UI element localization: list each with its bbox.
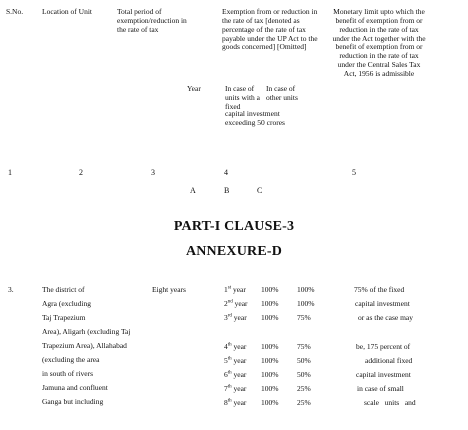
year-word: year <box>231 285 246 294</box>
location-line: The district of <box>42 285 85 294</box>
rate-b: 100% <box>261 356 279 365</box>
year-ordinal-suffix: th <box>227 384 232 390</box>
rate-b: 100% <box>261 299 279 308</box>
rate-c: 50% <box>297 370 311 379</box>
rate-c: 75% <box>297 342 311 351</box>
year-label <box>224 385 246 394</box>
header-sub-b: In case of other units <box>266 84 298 102</box>
year-number: 8 <box>224 398 228 407</box>
year-word: year <box>231 313 247 322</box>
year-ordinal-suffix: nd <box>227 299 233 305</box>
year-label <box>224 314 247 323</box>
rate-b: 100% <box>261 398 279 407</box>
year-ordinal-suffix: th <box>227 342 232 348</box>
year-word: year <box>232 299 248 308</box>
location-line: Agra (excluding <box>42 299 91 308</box>
year-label <box>224 343 246 352</box>
rate-b: 100% <box>261 342 279 351</box>
sub-column-c: C <box>257 186 263 195</box>
location-line: (excluding the area <box>42 355 100 364</box>
rate-b: 100% <box>261 370 279 379</box>
sub-column-a: A <box>190 186 196 195</box>
header-location: Location of Unit <box>42 7 92 16</box>
year-number: 4 <box>224 342 228 351</box>
year-label <box>224 399 246 408</box>
column-number-2: 2 <box>79 168 83 177</box>
column-number-4: 4 <box>224 168 228 177</box>
location-line: Jamuna and confluent <box>42 383 108 392</box>
monetary-line: capital investment <box>355 299 410 308</box>
rate-b: 100% <box>261 285 279 294</box>
monetary-line: 75% of the fixed <box>354 285 405 294</box>
monetary-line: or as the case may <box>358 313 413 322</box>
entry-sno: 3. <box>8 285 14 294</box>
column-number-5: 5 <box>352 168 356 177</box>
header-exemption: Exemption from or reduction in the rate of tax [denoted as percentage of the rate of tax payable under the UP Act to the goods concerned] [Omitted] <box>222 7 318 52</box>
header-sub-a-continued: capital investment exceeding 50 crores <box>225 109 285 127</box>
year-label <box>224 300 248 309</box>
year-number: 5 <box>224 356 228 365</box>
column-number-1: 1 <box>8 168 12 177</box>
rate-b: 100% <box>261 313 279 322</box>
rate-c: 25% <box>297 384 311 393</box>
monetary-line: additional fixed <box>365 356 413 365</box>
year-number: 6 <box>224 370 228 379</box>
year-word: year <box>231 342 247 351</box>
year-word: year <box>231 370 247 379</box>
year-label <box>224 286 246 295</box>
location-line: in south of rivers <box>42 369 94 378</box>
rate-c: 75% <box>297 313 311 322</box>
rate-c: 100% <box>297 285 315 294</box>
location-line: Area), Aligarh (excluding Taj <box>42 327 131 336</box>
sub-column-b: B <box>224 186 230 195</box>
rate-b: 100% <box>261 384 279 393</box>
year-ordinal-suffix: th <box>227 370 232 376</box>
year-label <box>224 371 246 380</box>
year-word: year <box>231 398 247 407</box>
rate-c: 50% <box>297 356 311 365</box>
year-ordinal-suffix: st <box>227 285 232 291</box>
year-label <box>224 357 246 366</box>
monetary-line: be, 175 percent of <box>356 342 411 351</box>
year-number: 2 <box>224 299 228 308</box>
annexure-title: ANNEXURE-D <box>185 244 283 259</box>
year-word: year <box>231 384 247 393</box>
year-ordinal-suffix: rd <box>227 313 232 319</box>
column-number-3: 3 <box>151 168 155 177</box>
location-line: Ganga but including <box>42 397 104 406</box>
monetary-line: scale units and <box>364 398 416 407</box>
year-number: 7 <box>224 384 228 393</box>
year-number: 1 <box>224 285 228 294</box>
year-ordinal-suffix: th <box>227 398 232 404</box>
entry-period: Eight years <box>152 285 186 294</box>
header-sno: S.No. <box>6 7 24 16</box>
year-number: 3 <box>224 313 228 322</box>
header-year: Year <box>187 84 201 93</box>
part-title: PART-I CLAUSE-3 <box>173 219 295 234</box>
location-line: Taj Trapezium <box>42 313 86 322</box>
monetary-line: in case of small <box>357 384 404 393</box>
header-sub-a: In case of units with a fixed <box>225 84 260 111</box>
header-total-period: Total period of exemption/reduction in the rate of tax <box>117 7 187 34</box>
location-line: Trapezium Area), Allahabad <box>42 341 127 350</box>
rate-c: 100% <box>297 299 315 308</box>
monetary-line: capital investment <box>356 370 411 379</box>
year-word: year <box>231 356 247 365</box>
year-ordinal-suffix: th <box>227 356 232 362</box>
rate-c: 25% <box>297 398 311 407</box>
header-monetary-limit: Monetary limit upto which the benefit of exemption from or reduction in the rate of tax under the Act together with the benefit of exemption from or reduction in the rate of tax under the Central Sales Tax Act, 1956 is admissible <box>332 7 426 78</box>
